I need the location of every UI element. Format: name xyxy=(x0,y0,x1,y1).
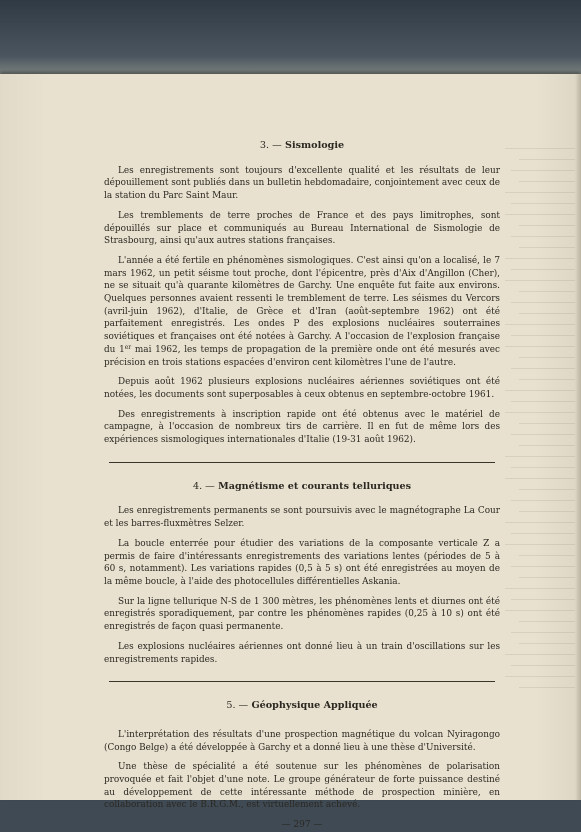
paragraph: Les enregistrements sont toujours d'excellente qualité et les résultats de leur dépouillement sont publiés dans un bulletin hebdomadaire, conjointement avec ceux de la station du Parc Saint Maur. xyxy=(104,165,500,202)
paragraph: Les explosions nucléaires aériennes ont donné lieu à un train d'oscillations sur les enregistrements rapides. xyxy=(104,641,500,665)
page-number: — 297 — xyxy=(281,820,323,831)
bleed-through-text xyxy=(505,148,575,708)
section-title: Sismologie xyxy=(285,140,345,151)
paragraph: Une thèse de spécialité a été soutenue sur les phénomènes de polarisation provoquée et fait l'objet d'une note. Le groupe générateur de forte puissance destiné au développement de cette intéressante méthode de prospection minière, en collaboration avec le B.R.G.M., est virtuellement achevé. xyxy=(104,762,500,811)
paragraph xyxy=(104,255,500,369)
section-title: Magnétisme et courants telluriques xyxy=(218,480,412,492)
paragraph: Depuis août 1962 plusieurs explosions nucléaires aériennes soviétiques ont été notées, les documents sont superposables à ceux obtenus en septembre-octobre 1961. xyxy=(104,377,500,400)
section-heading-sismologie xyxy=(104,140,500,153)
section-title: Géophysique Appliquée xyxy=(251,700,378,712)
paragraph: La boucle enterrée pour étudier des variations de la composante verticale Z a permis de faire d'intéressants enregistrements des variations lentes (périodes de 5 à 60 s, notamment). Les variations rapides (0,5 à 5 s) ont été enregistrées au moyen de la même boucle, à l'aide des photocellules différentielles Askania. xyxy=(104,538,500,587)
paragraph: L'interprétation des résultats d'une prospection magnétique du volcan Nyiragongo (Congo Belge) a été développée à Garchy et a donné lieu à une thèse d'Université. xyxy=(104,729,500,753)
page-edge-shadow xyxy=(575,74,581,800)
section-number: 4. — xyxy=(192,480,215,492)
paragraph: Les enregistrements permanents se sont poursuivis avec le magnétographe La Cour et les barres-fluxmètres Selzer. xyxy=(104,506,500,530)
section-heading-geophysique xyxy=(104,700,500,713)
page-content xyxy=(104,140,500,832)
paragraph-text-continued: mai 1962, les temps de propagation de la première onde ont été mesurés avec précision en trois stations espacées d'environ cent kilomètres l'une de l'autre. xyxy=(104,344,500,368)
scanner-background xyxy=(0,0,581,80)
paragraph: Les tremblements de terre proches de France et des pays limitrophes, sont dépouillés sur place et communiqués au Bureau International de Sismologie de Strasbourg, ainsi qu'aux autres stations françaises. xyxy=(104,210,500,247)
section-number: 3. — xyxy=(259,140,282,151)
ordinal-superscript: er xyxy=(124,343,132,351)
paragraph: Des enregistrements à inscription rapide ont été obtenus avec le matériel de campagne, à l'occasion de nombreux tirs de carrière. Il en fut de même lors des expériences sismologiques internationales d'Italie (19-31 août 1962). xyxy=(104,409,500,446)
paragraph: Sur la ligne tellurique N-S de 1 300 mètres, les phénomènes lents et diurnes ont été enregistrés sporadiquement, par contre les phénomènes rapides (0,25 à 10 s) ont été enregistrés de façon quasi permanente. xyxy=(104,596,500,633)
section-number: 5. — xyxy=(226,700,249,712)
paragraph-text: L'année a été fertile en phénomènes sismologiques. C'est ainsi qu'on a localisé, le 7 mars 1962, un petit séisme tout proche, dont l'épicentre, près d'Aix d'Angillon (Cher), ne se situait qu'à quarante kilomètres de Garchy. Une enquête fut faite aux environs. Quelques personnes avaient ressenti le tremblement de terre. Les séismes du Vercors (avril-juin 1962), d'Italie, de Grèce et d'Iran (août-septembre 1962) ont été parfaitement enregistrés. Les ondes P des explosions nucléaires souterraines soviétiques et françaises ont été notées à Garchy. A l'occasion de l'explosion française du 1 xyxy=(104,255,500,355)
section-heading-magnetisme xyxy=(104,481,500,494)
